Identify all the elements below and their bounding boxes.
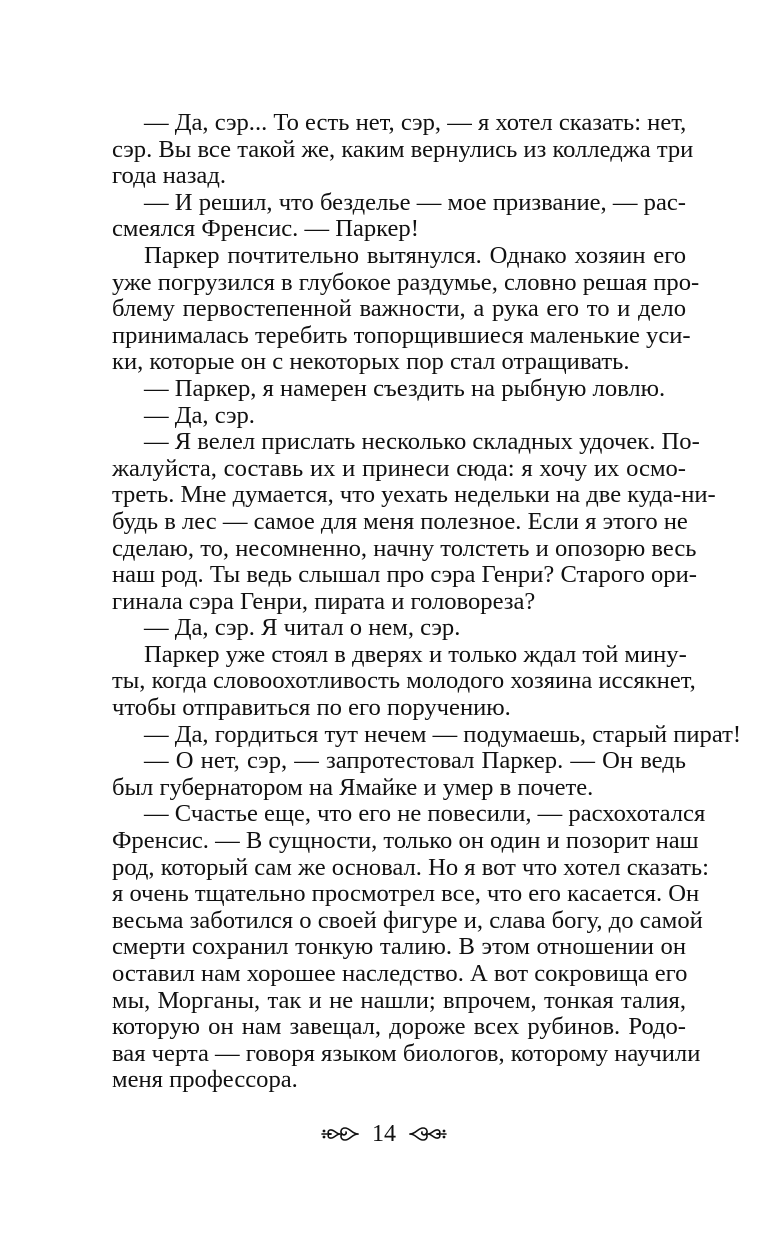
- text-line: весьма заботился о своей фигуре и, слава богу, до самой: [112, 906, 703, 934]
- text-line: ты, когда словоохотливость молодого хозяина иссякнет,: [112, 667, 696, 695]
- paragraph: [112, 241, 700, 376]
- paragraph: [112, 640, 696, 722]
- text-line: оставил нам хорошее наследство. А вот сокровища его: [112, 960, 688, 987]
- page-number: 14: [372, 1121, 396, 1147]
- text-line: блему первостепенной важности, а рука его то и дело: [112, 295, 686, 323]
- text-line: года назад.: [112, 162, 227, 190]
- text-line: Френсис. — В сущности, только он один и позорит наш: [112, 827, 699, 855]
- text-line: — Да, сэр... То есть нет, сэр, — я хотел сказать: нет,: [144, 109, 687, 136]
- text-line: — Счастье еще, что его не повесили, — расхохотался: [144, 800, 706, 828]
- text-line: — Да, сэр.: [144, 401, 255, 429]
- paragraph: [112, 190, 686, 243]
- paragraph: [112, 428, 716, 615]
- text-line: сделаю, то, несомненно, начну толстеть и опозорю весь: [112, 534, 697, 562]
- text-line: вая черта — говоря языком биологов, которому научили: [112, 1039, 701, 1067]
- text-line: меня профессора.: [112, 1066, 298, 1094]
- text-line: род, который сам же основал. Но я вот что хотел сказать:: [112, 853, 709, 881]
- text-line: будь в лес — самое для меня полезное. Если я этого не: [112, 507, 688, 535]
- paragraph: [112, 748, 686, 801]
- text-line: гинала сэра Генри, пирата и головореза?: [112, 587, 536, 615]
- paragraph: [112, 615, 686, 642]
- paragraph: [112, 376, 686, 403]
- text-line: — Я велел прислать несколько складных удочек. По-: [144, 428, 700, 456]
- text-line: чтобы отправиться по его поручению.: [112, 694, 511, 722]
- ornament-right-icon: [408, 1123, 448, 1145]
- page-footer: [0, 1118, 768, 1150]
- paragraph: [112, 800, 709, 1094]
- body-text: [112, 109, 742, 1094]
- text-line: — Паркер, я намерен съездить на рыбную ловлю.: [144, 374, 666, 402]
- text-line: уже погрузился в глубокое раздумье, словно решая про-: [112, 268, 700, 296]
- text-line: я очень тщательно просмотрел все, что его касается. Он: [112, 880, 700, 908]
- text-line: мы, Морганы, так и не нашли; впрочем, тонкая талия,: [112, 986, 686, 1014]
- text-line: смерти сохранил тонкую талию. В этом отношении он: [112, 933, 686, 961]
- text-line: смеялся Френсис. — Паркер!: [112, 215, 419, 243]
- text-line: сэр. Вы все такой же, каким вернулись из колледжа три: [112, 135, 694, 163]
- text-line: — Да, гордиться тут нечем — подумаешь, старый пират!: [144, 720, 742, 748]
- text-line: Паркер почтительно вытянулся. Однако хозяин его: [144, 241, 686, 269]
- text-line: ки, которые он с некоторых пор стал отращивать.: [112, 348, 630, 376]
- text-line: треть. Мне думается, что уехать недельки на две куда-ни-: [112, 481, 716, 509]
- text-line: которую он нам завещал, дороже всех рубинов. Родо-: [112, 1013, 686, 1041]
- text-line: жалуйста, составь их и принеси сюда: я хочу их осмо-: [112, 454, 686, 482]
- text-line: — О нет, сэр, — запротестовал Паркер. — Он ведь: [144, 747, 686, 775]
- ornament-left-icon: [320, 1123, 360, 1145]
- text-line: наш род. Ты ведь слышал про сэра Генри? Старого ори-: [112, 561, 697, 589]
- text-line: принималась теребить топорщившиеся маленькие уси-: [112, 321, 691, 349]
- paragraph: [112, 403, 686, 430]
- text-line: — Да, сэр. Я читал о нем, сэр.: [144, 614, 461, 642]
- paragraph: [112, 109, 694, 190]
- text-line: — И решил, что безделье — мое призвание, — рас-: [144, 188, 686, 216]
- paragraph: [112, 720, 742, 749]
- text-line: был губернатором на Ямайке и умер в почете.: [112, 773, 594, 801]
- text-line: Паркер уже стоял в дверях и только ждал той мину-: [144, 640, 687, 668]
